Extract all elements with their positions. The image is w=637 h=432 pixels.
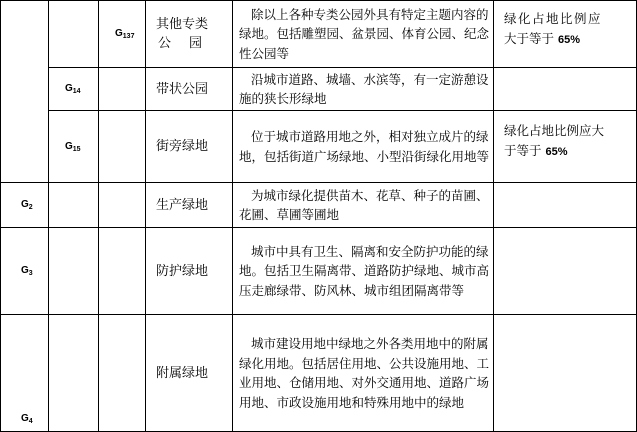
- note-line1: 绿化占地比例应大: [504, 123, 605, 138]
- table-row: [1, 228, 637, 315]
- description-cell: 城市建设用地中绿地之外各类用地中的附属绿化用地。包括居住用地、公共设施用地、工业用地、仓储用地、对外交通用地、道路广场用地、市政设施用地和特殊用地中的绿地: [233, 315, 494, 432]
- code-level2-cell: $G_{14}$: [49, 68, 99, 111]
- note-cell: [494, 183, 637, 228]
- code-level2-cell: [49, 228, 99, 315]
- note-line2: 于等于 65%: [504, 143, 568, 158]
- description-cell: 位于城市道路用地之外，相对独立成片的绿地，包括街道广场绿地、小型沿街绿化用地等: [233, 111, 494, 183]
- description-cell: 沿城市道路、城墙、水滨等，有一定游憩设施的狭长形绿地: [233, 68, 494, 111]
- table-row: [1, 183, 637, 228]
- code-level2-cell: $G_{15}$: [49, 111, 99, 183]
- note-cell: [494, 111, 637, 183]
- code-level1-cell: [1, 1, 49, 183]
- code-level3-cell: $G_{137}$: [99, 1, 146, 68]
- code-level1-cell: $G_3$: [1, 228, 49, 315]
- description-cell: 为城市绿化提供苗木、花草、种子的苗圃、花圃、草圃等圃地: [233, 183, 494, 228]
- note-line2: 大于等于 65%: [504, 31, 581, 46]
- code-level1-cell: $G_4$: [1, 315, 49, 432]
- table-row: [1, 1, 637, 68]
- note-line1: 绿化占地比例应: [504, 11, 603, 26]
- table-row: [1, 111, 637, 183]
- code-level3-cell: [99, 228, 146, 315]
- category-name-line2: 公园: [158, 36, 221, 51]
- note-cell: [494, 1, 637, 68]
- category-name-cell: 生产绿地: [146, 183, 233, 228]
- code-level2-cell: [49, 1, 99, 68]
- category-name-cell: [146, 1, 233, 68]
- description-cell: 除以上各种专类公园外具有特定主题内容的绿地。包括雕塑园、盆景园、体育公园、纪念性公园等: [233, 1, 494, 68]
- category-name-cell: 附属绿地: [146, 315, 233, 432]
- code-level1-cell: $G_2$: [1, 183, 49, 228]
- category-name-line1: 其他专类: [156, 17, 209, 32]
- code-level3-cell: [99, 315, 146, 432]
- category-name-cell: 带状公园: [146, 68, 233, 111]
- table-row: [1, 315, 637, 432]
- note-cell: [494, 68, 637, 111]
- description-cell: 城市中具有卫生、隔离和安全防护功能的绿地。包括卫生隔离带、道路防护绿地、城市高压走廊绿带、防风林、城市组团隔离带等: [233, 228, 494, 315]
- table-row: [1, 68, 637, 111]
- code-level3-cell: [99, 68, 146, 111]
- code-level3-cell: [99, 183, 146, 228]
- category-name-cell: 防护绿地: [146, 228, 233, 315]
- code-level2-cell: [49, 315, 99, 432]
- category-name-cell: 街旁绿地: [146, 111, 233, 183]
- note-cell: [494, 315, 637, 432]
- code-level2-cell: [49, 183, 99, 228]
- note-cell: [494, 228, 637, 315]
- code-level3-cell: [99, 111, 146, 183]
